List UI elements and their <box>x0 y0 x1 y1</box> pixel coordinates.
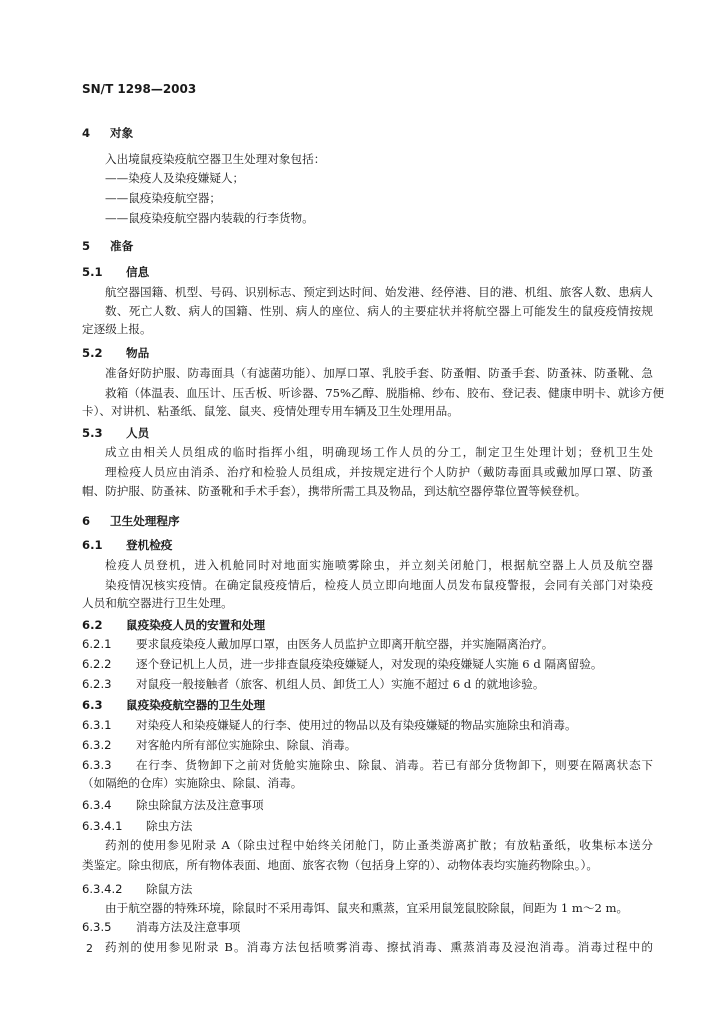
paragraph-line <box>82 464 653 480</box>
paragraph-line <box>82 365 653 381</box>
clause-number: 6.2.3 <box>82 677 112 691</box>
paragraph-line <box>82 595 233 611</box>
paragraph-line <box>82 321 152 337</box>
numbered-clause <box>82 737 356 753</box>
section-heading <box>82 537 172 553</box>
line-text: 入出境鼠疫染疫航空器卫生处理对象包括： <box>105 152 326 166</box>
line-text: 除鼠方法 <box>146 882 193 896</box>
line-text: 逐个登记机上人员，进一步排查鼠疫染疫嫌疑人，对发现的染疫嫌疑人实施 6 d 隔离留验。 <box>136 657 603 671</box>
paragraph-line <box>82 303 653 319</box>
paragraph-line <box>105 900 628 916</box>
line-text: 染疫情况核实疫情。在确定鼠疫疫情后，检疫人员立即向地面人员发布鼠疫警报，会同有关部门对染疫 <box>105 578 653 592</box>
line-text: 物品 <box>126 346 150 360</box>
clause-number: 6.3.1 <box>82 718 112 732</box>
paragraph-line <box>82 444 653 460</box>
line-text: 准备 <box>110 239 134 253</box>
section-number: 5.1 <box>82 265 103 279</box>
line-text: 信息 <box>126 265 150 279</box>
section-heading <box>82 617 265 633</box>
line-text: 鼠疫染疫航空器的卫生处理 <box>126 698 266 712</box>
paragraph-line <box>105 151 325 167</box>
line-text: 航空器国籍、机型、号码、识别标志、预定到达时间、始发港、经停港、目的港、机组、旅客人数、患病人 <box>105 285 653 299</box>
line-text: 人员和航空器进行卫生处理。 <box>82 596 233 610</box>
standard-code-header: SN/T 1298—2003 <box>82 82 197 96</box>
line-text: 成立由相关人员组成的临时指挥小组，明确现场工作人员的分工，制定卫生处理计划；登机卫生处 <box>105 445 653 459</box>
clause-number: 6.3.4.2 <box>82 882 123 896</box>
paragraph-line <box>82 775 302 791</box>
line-text: 理检疫人员应由消杀、治疗和检验人员组成，并按规定进行个人防护（戴防毒面具或戴加厚口罩、防蚤 <box>105 465 653 479</box>
line-text: ——鼠疫染疫航空器； <box>105 191 221 205</box>
paragraph-line <box>82 837 653 853</box>
section-number: 4 <box>82 126 91 140</box>
line-text: 登机检疫 <box>126 538 173 552</box>
line-text: 检疫人员登机，进入机舱同时对地面实施喷雾除虫，并立刻关闭舱门，根据航空器上人员及航空器 <box>105 558 653 572</box>
line-text: 由于航空器的特殊环境，除鼠时不采用毒饵、鼠夹和熏蒸，宜采用鼠笼鼠胶除鼠，间距为 1 m～2 m。 <box>105 901 629 915</box>
numbered-clause <box>82 919 240 935</box>
line-text: 救箱（体温表、血压计、压舌板、听诊器、75%乙醇、脱脂棉、纱布、胶布、登记表、健康申明卡、就诊方便 <box>105 386 665 400</box>
numbered-clause <box>82 656 602 672</box>
section-number: 5.3 <box>82 426 103 440</box>
line-text: 要求鼠疫染疫人戴加厚口罩，由医务人员监护立即离开航空器，并实施隔离治疗。 <box>136 637 554 651</box>
paragraph-line <box>82 284 653 300</box>
section-heading <box>82 238 133 254</box>
section-heading <box>82 697 265 713</box>
paragraph-line <box>82 557 653 573</box>
numbered-clause <box>82 636 553 652</box>
section-number: 5 <box>82 239 91 253</box>
line-text: 消毒方法及注意事项 <box>136 920 241 934</box>
paragraph-line <box>105 210 314 226</box>
paragraph-line <box>82 403 459 419</box>
section-heading <box>82 125 133 141</box>
line-text: ——染疫人及染疫嫌疑人； <box>105 171 245 185</box>
section-number: 6 <box>82 514 91 528</box>
line-text: 定逐级上报。 <box>82 322 152 336</box>
paragraph-line <box>82 939 653 955</box>
line-text: 准备好防护服、防毒面具（有滤菌功能）、加厚口罩、乳胶手套、防蚤帽、防蚤手套、防蚤袜、防蚤靴、急 <box>105 366 653 380</box>
numbered-clause <box>82 881 192 897</box>
clause-number: 6.2.1 <box>82 637 112 651</box>
line-text: 对鼠疫一般接触者（旅客、机组人员、卸货工人）实施不超过 6 d 的就地诊验。 <box>136 677 545 691</box>
line-text: 对象 <box>110 126 134 140</box>
clause-number: 6.3.3 <box>82 758 112 772</box>
line-text: 药剂的使用参见附录 B。消毒方法包括喷雾消毒、擦拭消毒、熏蒸消毒及浸泡消毒。消毒过程中的 <box>105 940 653 954</box>
section-number: 6.3 <box>82 698 103 712</box>
line-text: （如隔绝的仓库）实施除虫、除鼠、消毒。 <box>82 776 303 790</box>
numbered-clause <box>82 818 192 834</box>
clause-number: 6.3.4.1 <box>82 819 123 833</box>
line-text: 除虫方法 <box>146 819 193 833</box>
section-heading <box>82 425 149 441</box>
numbered-clause <box>82 717 577 733</box>
clause-number: 6.3.5 <box>82 920 112 934</box>
section-heading <box>82 264 149 280</box>
section-number: 6.2 <box>82 618 103 632</box>
line-text: 除虫除鼠方法及注意事项 <box>136 798 264 812</box>
section-number: 5.2 <box>82 346 103 360</box>
numbered-clause <box>82 757 653 773</box>
line-text: 卫生处理程序 <box>110 514 180 528</box>
line-text: 帽、防护服、防蚤袜、防蚤靴和手术手套），携带所需工具及物品，到达航空器停靠位置等候登机。 <box>82 484 587 498</box>
line-text: ——鼠疫染疫航空器内装载的行李货物。 <box>105 211 314 225</box>
page-number: 2 <box>86 942 93 955</box>
line-text: 对客舱内所有部位实施除虫、除鼠、消毒。 <box>136 738 357 752</box>
line-text: 在行李、货物卸下之前对货舱实施除虫、除鼠、消毒。若已有部分货物卸下，则要在隔离状态下 <box>136 758 653 772</box>
paragraph-line <box>105 190 221 206</box>
line-text: 对染疫人和染疫嫌疑人的行李、使用过的物品以及有染疫嫌疑的物品实施除虫和消毒。 <box>136 718 577 732</box>
paragraph-line <box>82 385 665 401</box>
line-text: 数、死亡人数、病人的国籍、性别、病人的座位、病人的主要症状并将航空器上可能发生的鼠疫疫情按规 <box>105 304 653 318</box>
clause-number: 6.3.2 <box>82 738 112 752</box>
section-heading <box>82 513 180 529</box>
section-heading <box>82 345 149 361</box>
clause-number: 6.3.4 <box>82 798 112 812</box>
line-text: 人员 <box>126 426 150 440</box>
section-number: 6.1 <box>82 538 103 552</box>
paragraph-line <box>82 857 598 873</box>
numbered-clause <box>82 797 264 813</box>
line-text: 鼠疫染疫人员的安置和处理 <box>126 618 266 632</box>
numbered-clause <box>82 676 544 692</box>
line-text: 类鉴定。除虫彻底，所有物体表面、地面、旅客衣物（包括身上穿的）、动物体表均实施药物除虫。）。 <box>82 858 598 872</box>
paragraph-line <box>82 483 586 499</box>
line-text: 药剂的使用参见附录 A（除虫过程中始终关闭舱门，防止蚤类游离扩散；有放粘蚤纸，收集标本送分 <box>105 838 653 852</box>
paragraph-line <box>105 170 244 186</box>
paragraph-line <box>82 577 653 593</box>
line-text: 卡）、对讲机、粘蚤纸、鼠笼、鼠夹、疫情处理专用车辆及卫生处理用品。 <box>82 404 459 418</box>
clause-number: 6.2.2 <box>82 657 112 671</box>
